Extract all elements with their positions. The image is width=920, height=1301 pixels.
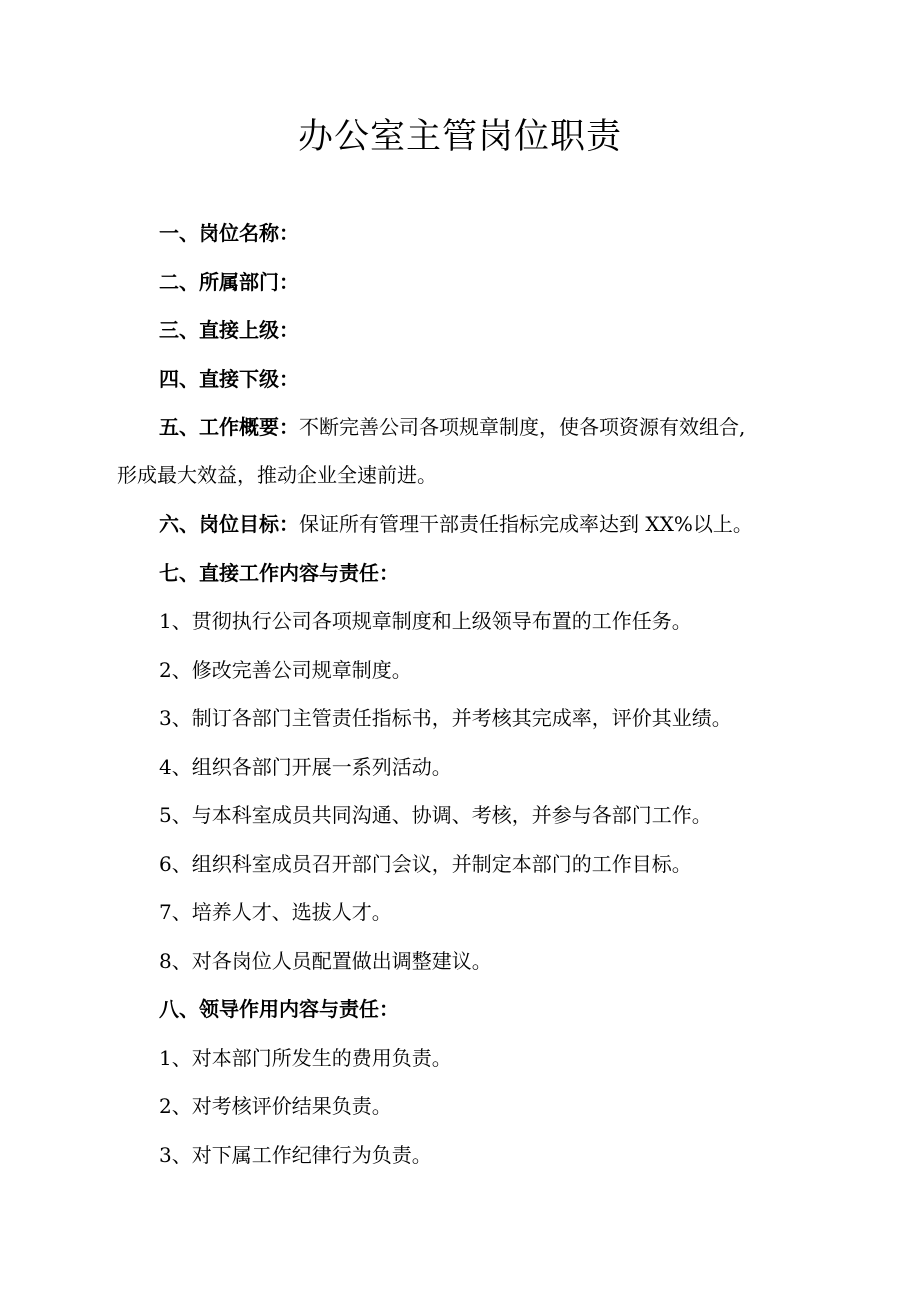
section-direct-superior: 三、直接上级： [159, 318, 299, 342]
section-department: 二、所属部门： [159, 270, 299, 294]
section-goal [159, 509, 753, 539]
list-item: 2、修改完善公司规章制度。 [159, 658, 412, 682]
list-item: 6、组织科室成员召开部门会议，并制定本部门的工作目标。 [159, 852, 692, 876]
section-position-name: 一、岗位名称： [159, 221, 299, 245]
direct-work-heading: 七、直接工作内容与责任： [159, 561, 399, 585]
list-item: 1、对本部门所发生的费用负责。 [159, 1046, 452, 1070]
list-item: 2、对考核评价结果负责。 [159, 1094, 392, 1118]
list-item: 4、组织各部门开展一系列活动。 [159, 755, 452, 779]
list-item: 3、制订各部门主管责任指标书，并考核其完成率，评价其业绩。 [159, 706, 732, 730]
page-title: 办公室主管岗位职责 [297, 117, 622, 157]
list-item: 3、对下属工作纪律行为负责。 [159, 1143, 432, 1167]
overview-text-continuation: 形成最大效益，推动企业全速前进。 [117, 463, 437, 487]
list-item: 5、与本科室成员共同沟通、协调、考核，并参与各部门工作。 [159, 803, 712, 827]
section-direct-subordinate: 四、直接下级： [159, 367, 299, 391]
overview-label: 五、工作概要： [159, 415, 299, 439]
goal-label: 六、岗位目标： [159, 512, 299, 536]
list-item: 7、培养人才、选拔人才。 [159, 900, 392, 924]
leadership-heading: 八、领导作用内容与责任： [159, 997, 399, 1021]
list-item: 8、对各岗位人员配置做出调整建议。 [159, 949, 492, 973]
overview-text: 不断完善公司各项规章制度，使各项资源有效组合, [299, 415, 746, 439]
section-overview [159, 412, 745, 442]
goal-text: 保证所有管理干部责任指标完成率达到 XX%以上。 [299, 512, 753, 536]
list-item: 1、贯彻执行公司各项规章制度和上级领导布置的工作任务。 [159, 609, 692, 633]
